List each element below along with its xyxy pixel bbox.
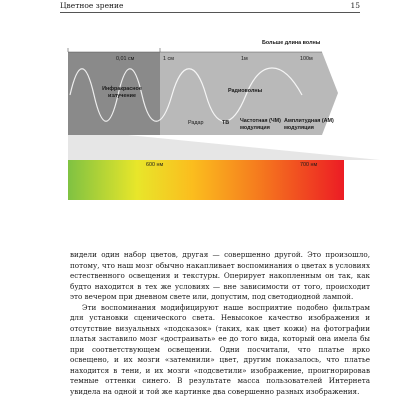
wavelength-label: 0,01 см [116, 56, 135, 62]
page-number: 15 [350, 1, 360, 10]
band-label: Радар [188, 120, 204, 126]
wavelength-label: 100м [300, 56, 313, 62]
chapter-title: Цветное зрение [60, 1, 124, 10]
band-label: ТВ [222, 120, 230, 126]
longer-wavelength-label: Больше длина волны [262, 40, 321, 46]
wavelength-label: 1м [241, 56, 248, 62]
spectrum-label: 600 нм [146, 162, 164, 168]
region-label-infrared: Инфракрасное излучение [102, 86, 142, 99]
spectrum-label: 700 нм [300, 162, 318, 168]
paragraph: Эти воспоминания модифицируют наше восприятие подобно фильтрам для установки сценического света. Невысокое качество изображения и отсутствие визуальных «подсказок» (таких, как цвет кожи) на фотографии платья заставило мозг «достраивать» ее до того вида, который она имела бы при соответствующем освещении. Одни посчитали, что платье ярко освещено, и их мозги «затемнили» цвет, другим показалось, что платье находится в тени, и их мозги «подсветили» изображение, проигнорировав темные оттенки синего. В результате масса пользователей Интернета увидела на одной и той же картинке два совершенно разных изображения. [70, 302, 370, 396]
band-label: Частотная (ЧМ) модуляция [240, 118, 281, 131]
wavelength-label: 1 см [163, 56, 174, 62]
body-text [70, 250, 370, 397]
funnel [68, 135, 380, 160]
spectrum-graphic [0, 0, 420, 200]
paragraph: видели один набор цветов, другая — совершенно другой. Это произошло, потому, что наш мозг обычно накапливает воспоминания о цветах в условиях естественного освещения и текстуры. Оперирует накопленным он так, как будто находится в тех же условиях — вне зависимости от того, происходит это вечером при дневном свете или, допустим, под светодиодной лампой. [70, 250, 370, 301]
band-label: Амплитудная (АМ) модуляция [284, 118, 334, 131]
region-label-radio: Радиоволны [228, 88, 263, 94]
spectrum-diagram [0, 0, 420, 200]
